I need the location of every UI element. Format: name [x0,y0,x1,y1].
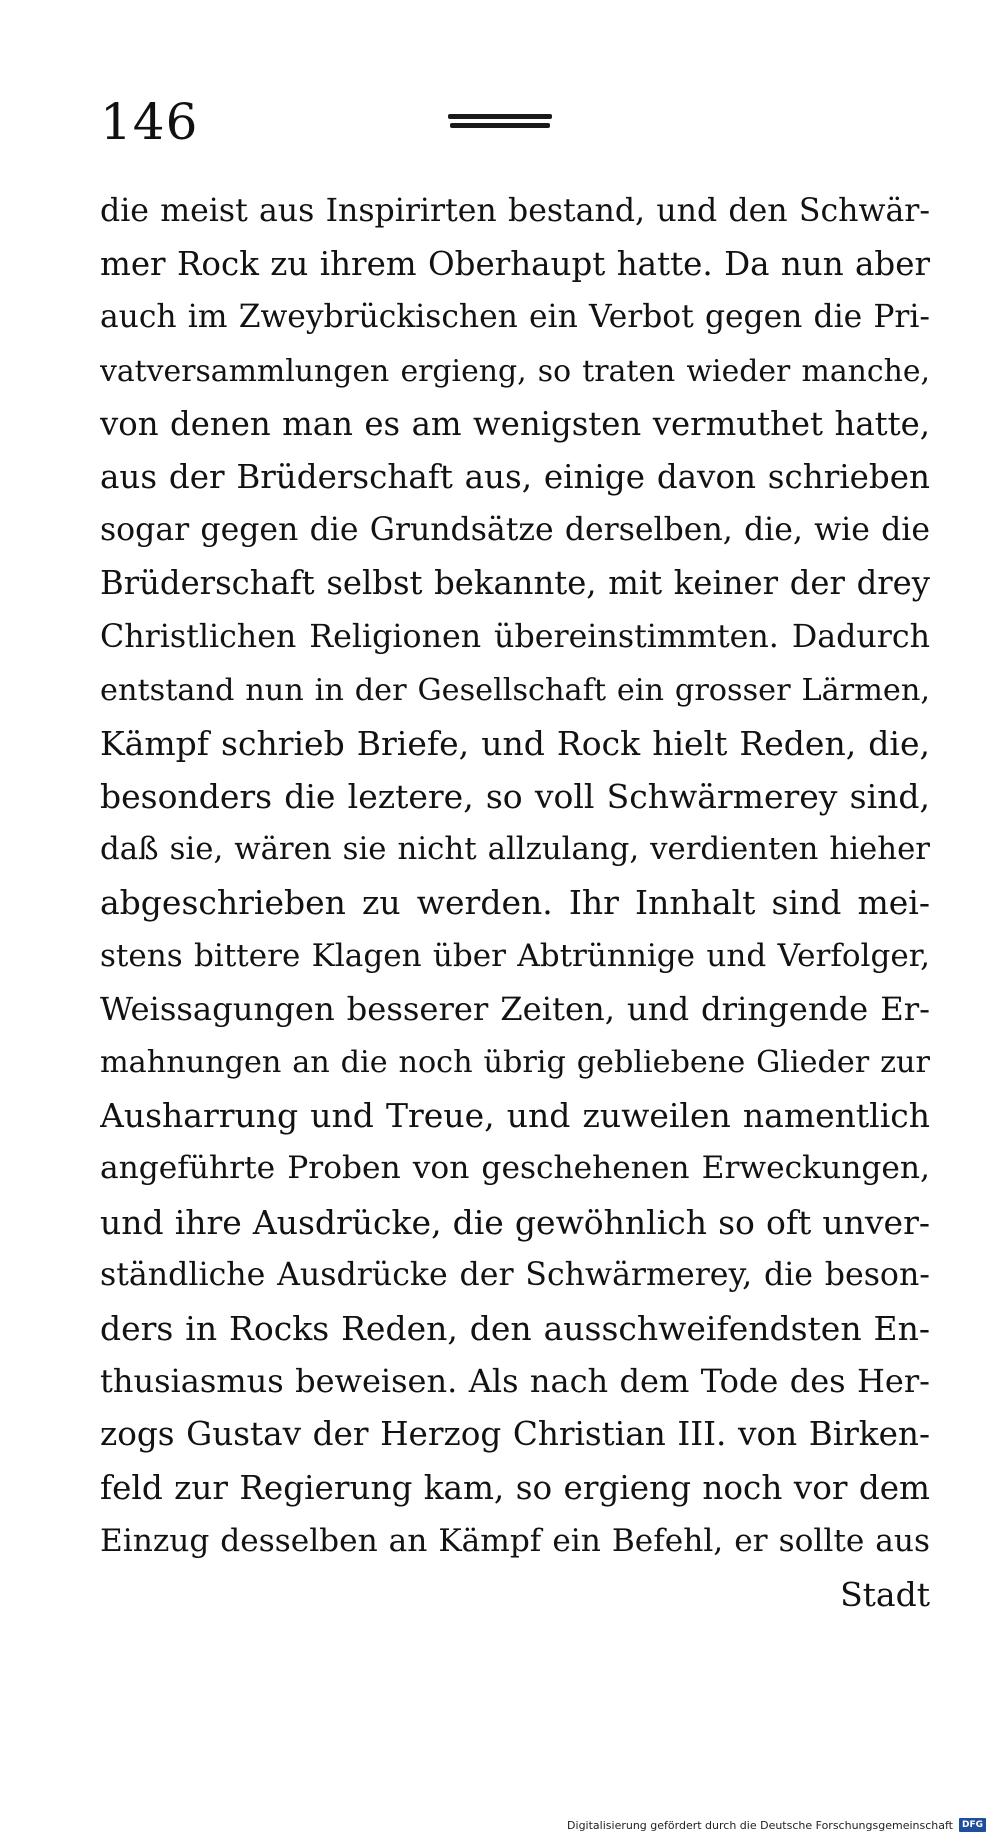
text-line: Ausharrung und Treue, und zuweilen namentlich [100,1096,930,1136]
text-line: und ihre Ausdrücke, die gewöhnlich so oft unver- [100,1202,930,1242]
digitization-footer [567,1816,986,1834]
text-line: mahnungen an die noch übrig gebliebene Glieder zur [100,1045,930,1080]
footer-credit: Digitalisierung gefördert durch die Deutsche Forschungsgemeinschaft [567,1818,953,1832]
text-line: ders in Rocks Reden, den ausschweifendsten En- [100,1308,930,1348]
text-line: Brüderschaft selbst bekannte, mit keiner der drey [100,564,930,603]
text-line: zogs Gustav der Herzog Christian III. von Birken- [100,1415,930,1454]
text-line: stens bittere Klagen über Abtrünnige und Verfolger, [100,937,930,974]
text-line: auch im Zweybrückischen ein Verbot gegen die Pri- [100,299,930,336]
text-line: Weissagungen besserer Zeiten, und dringende Er- [100,989,930,1028]
text-line: feld zur Regierung kam, so ergieng noch vor dem [100,1468,930,1507]
text-line: daß sie, wären sie nicht allzulang, verdienten hieher [100,831,930,868]
header-rule [448,114,552,119]
text-line: ständliche Ausdrücke der Schwärmerey, die beson- [100,1256,930,1293]
text-line: thusiasmus beweisen. Als nach dem Tode des Her- [100,1362,930,1401]
text-line: Einzug desselben an Kämpf ein Befehl, er sollte aus [100,1522,930,1559]
page-number: 146 [100,93,199,151]
text-line: entstand nun in der Gesellschaft ein grosser Lärmen, [100,672,930,708]
text-line: aus der Brüderschaft aus, einige davon schrieben [100,457,930,496]
text-line: Christlichen Religionen übereinstimmten. Dadurch [100,618,930,655]
text-line: abgeschrieben zu werden. Ihr Innhalt sind mei- [100,883,930,923]
text-line: von denen man es am wenigsten vermuthet hatte, [100,404,930,443]
text-line: sogar gegen die Grundsätze derselben, die, wie die [100,512,930,549]
text-line: die meist aus Inspirirten bestand, und den Schwär- [100,193,930,229]
dfg-logo: DFG [959,1818,986,1832]
catchword: Stadt [840,1574,930,1614]
page-header [100,92,920,152]
text-line: Kämpf schrieb Briefe, und Rock hielt Reden, die, [100,723,930,763]
text-line: mer Rock zu ihrem Oberhaupt hatte. Da nun aber [100,245,930,284]
text-line: angeführte Proben von geschehenen Erweckungen, [100,1150,930,1187]
text-line: vatversammlungen ergieng, so traten wieder manche, [100,353,930,389]
header-rule [450,123,550,128]
text-line: besonders die leztere, so voll Schwärmerey sind, [100,777,930,817]
body-text [100,185,930,1621]
